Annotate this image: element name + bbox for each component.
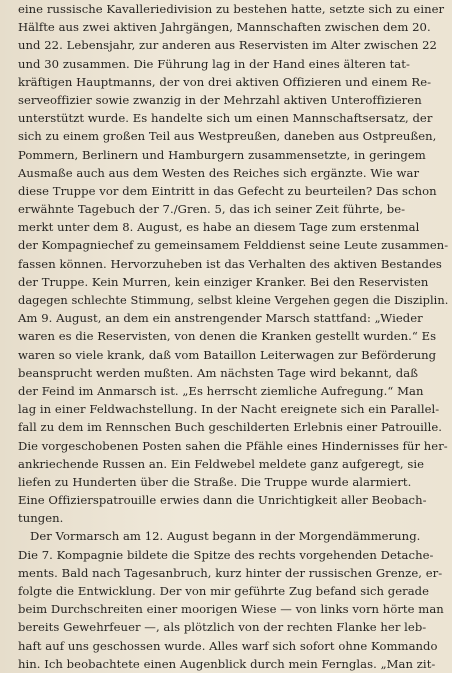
text-line: dagegen schlechte Stimmung, selbst kleine Vergehen gegen die Disziplin.: [18, 293, 449, 307]
text-line: und 22. Lebensjahr, zur anderen aus Reservisten im Alter zwischen 22: [18, 38, 437, 53]
text-line: liefen zu Hunderten über die Straße. Die Truppe wurde alarmiert.: [18, 474, 412, 489]
text-line: merkt unter dem 8. August, es habe an diesem Tage zum erstenmal: [18, 220, 420, 235]
text-line: folgte die Entwicklung. Der von mir geführte Zug befand sich gerade: [18, 584, 430, 598]
text-line: lag in einer Feldwachstellung. In der Nacht ereignete sich ein Parallel-: [18, 402, 440, 417]
text-line: Am 9. August, an dem ein anstrengender Marsch stattfand: „Wieder: [18, 311, 423, 326]
text-line: der Kompagniechef zu gemeinsamem Felddienst seine Leute zusammen-: [18, 238, 449, 253]
text-line: eine russische Kavalleriedivision zu bestehen hatte, setzte sich zu einer: [18, 2, 445, 16]
text-line: Der Vormarsch am 12. August begann in der Morgendämmerung.: [30, 529, 421, 544]
body-text: [18, 0, 448, 673]
text-line: waren es die Reservisten, von denen die Kranken gestellt wurden.“ Es: [18, 329, 437, 344]
text-line: und 30 zusammen. Die Führung lag in der Hand eines älteren tat-: [18, 56, 410, 71]
text-line: haft auf uns geschossen wurde. Alles warf sich sofort ohne Kommando: [18, 638, 438, 653]
text-line: Pommern, Berlinern und Hamburgern zusammensetzte, in geringem: [18, 147, 426, 162]
text-line: fall zu dem im Rennschen Buch geschilderten Erlebnis einer Patrouille.: [18, 420, 443, 435]
text-line: Ausmaße auch aus dem Westen des Reiches sich ergänzte. Wie war: [18, 165, 420, 180]
text-line: ments. Bald nach Tagesanbruch, kurz hinter der russischen Grenze, er-: [18, 565, 443, 580]
text-line: Eine Offizierspatrouille erwies dann die Unrichtigkeit aller Beobach-: [18, 493, 427, 508]
text-line: bereits Gewehrfeuer —, als plötzlich von der rechten Flanke her leb-: [18, 620, 427, 635]
text-line: der Truppe. Kein Murren, kein einziger Kranker. Bei den Reservisten: [18, 274, 429, 289]
text-line: diese Truppe vor dem Eintritt in das Gefecht zu beurteilen? Das schon: [18, 183, 437, 198]
text-line: kräftigen Hauptmanns, der von drei aktiven Offizieren und einem Re-: [18, 74, 432, 89]
text-line: Die 7. Kompagnie bildete die Spitze des rechts vorgehenden Detache-: [18, 547, 434, 562]
text-line: hin. Ich beobachtete einen Augenblick durch mein Fernglas. „Man zit-: [18, 656, 436, 671]
text-line: tungen.: [18, 511, 64, 526]
text-line: ankriechende Russen an. Ein Feldwebel meldete ganz aufgeregt, sie: [18, 456, 425, 471]
text-line: fassen können. Hervorzuheben ist das Verhalten des aktiven Bestandes: [18, 256, 442, 271]
text-line: erwähnte Tagebuch der 7./Gren. 5, das ich seiner Zeit führte, be-: [18, 202, 406, 217]
text-line: Die vorgeschobenen Posten sahen die Pfähle eines Hindernisses für her-: [18, 438, 448, 453]
text-line: serveoffizier sowie zwanzig in der Mehrzahl aktiven Unteroffizieren: [18, 92, 422, 107]
text-line: der Feind im Anmarsch ist. „Es herrscht ziemliche Aufregung.“ Man: [18, 383, 424, 398]
text-line: sich zu einem großen Teil aus Westpreußen, daneben aus Ostpreußen,: [18, 129, 437, 144]
text-line: beim Durchschreiten einer moorigen Wiese — von links vorn hörte man: [18, 602, 444, 617]
text-line: beansprucht werden mußten. Am nächsten Tage wird bekannt, daß: [18, 365, 418, 380]
text-line: waren so viele krank, daß vom Bataillon Leiterwagen zur Beförderung: [18, 347, 437, 362]
text-line: Hälfte aus zwei aktiven Jahrgängen, Mannschaften zwischen dem 20.: [18, 20, 431, 35]
text-line: unterstützt wurde. Es handelte sich um einen Mannschaftsersatz, der: [18, 111, 433, 126]
